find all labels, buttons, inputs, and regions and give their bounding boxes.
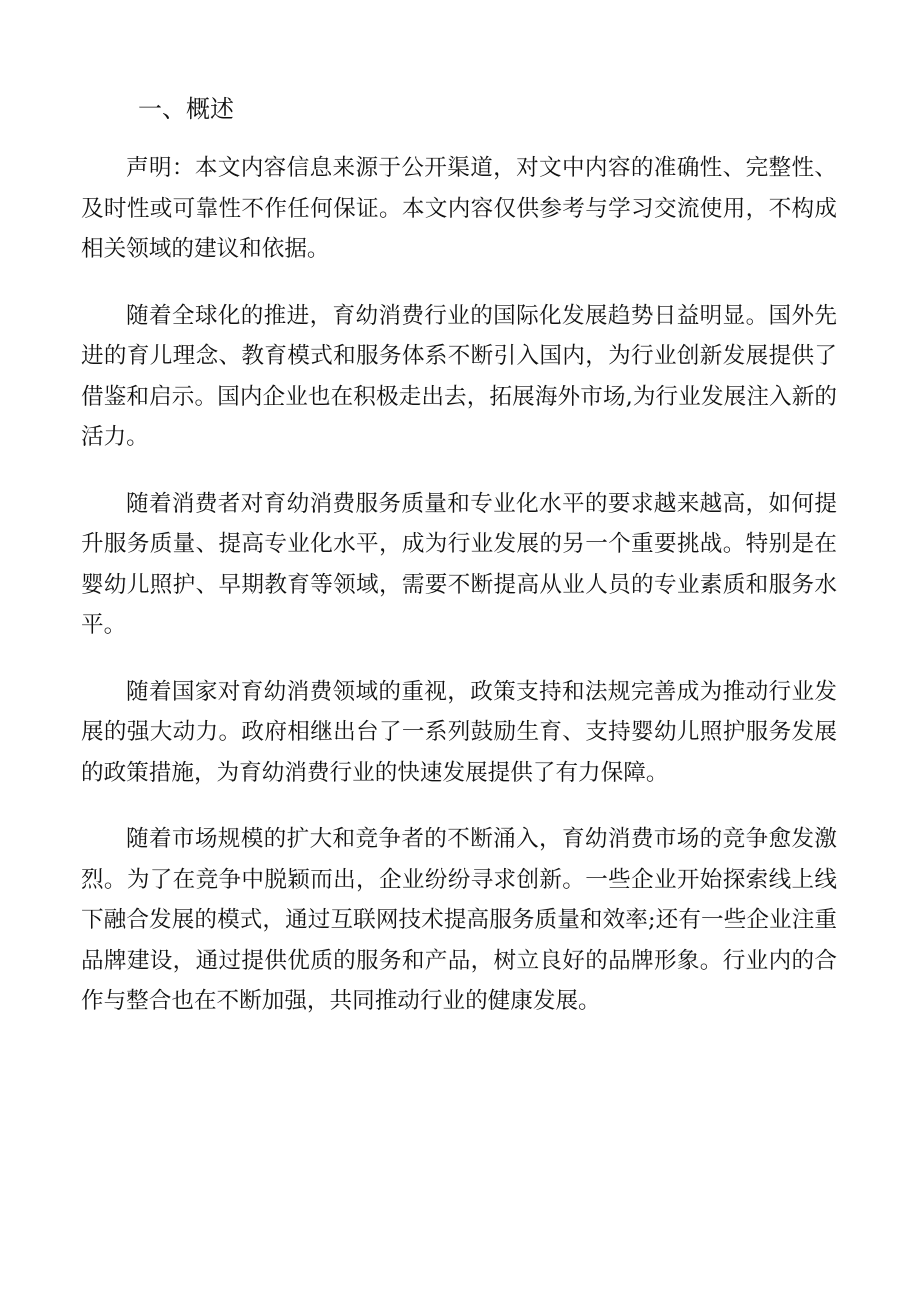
paragraph-market-competition: 随着市场规模的扩大和竞争者的不断涌入，育幼消费市场的竞争愈发激烈。为了在竞争中脱颖而出，企业纷纷寻求创新。一些企业开始探索线上线下融合发展的模式，通过互联网技术提高服务质量和效率;还有一些企业注重品牌建设，通过提供优质的服务和产品，树立良好的品牌形象。行业内的合作与整合也在不断加强，共同推动行业的健康发展。 <box>81 826 837 1014</box>
paragraph-service-quality: 随着消费者对育幼消费服务质量和专业化水平的要求越来越高，如何提升服务质量、提高专业化水平，成为行业发展的另一个重要挑战。特别是在婴幼儿照护、早期教育等领域，需要不断提高从业人员的专业素质和服务水平。 <box>81 490 837 638</box>
section-heading: 一、概述 <box>138 95 234 123</box>
paragraph-disclaimer: 声明：本文内容信息来源于公开渠道，对文中内容的准确性、完整性、及时性或可靠性不作任何保证。本文内容仅供参考与学习交流使用，不构成相关领域的建议和依据。 <box>81 155 837 262</box>
paragraph-policy-support: 随着国家对育幼消费领域的重视，政策支持和法规完善成为推动行业发展的强大动力。政府相继出台了一系列鼓励生育、支持婴幼儿照护服务发展的政策措施，为育幼消费行业的快速发展提供了有力保障。 <box>81 678 837 786</box>
document-body <box>81 148 837 1048</box>
paragraph-globalization: 随着全球化的推进，育幼消费行业的国际化发展趋势日益明显。国外先进的育儿理念、教育模式和服务体系不断引入国内，为行业创新发展提供了借鉴和启示。国内企业也在积极走出去，拓展海外市场,为行业发展注入新的活力。 <box>81 302 837 450</box>
